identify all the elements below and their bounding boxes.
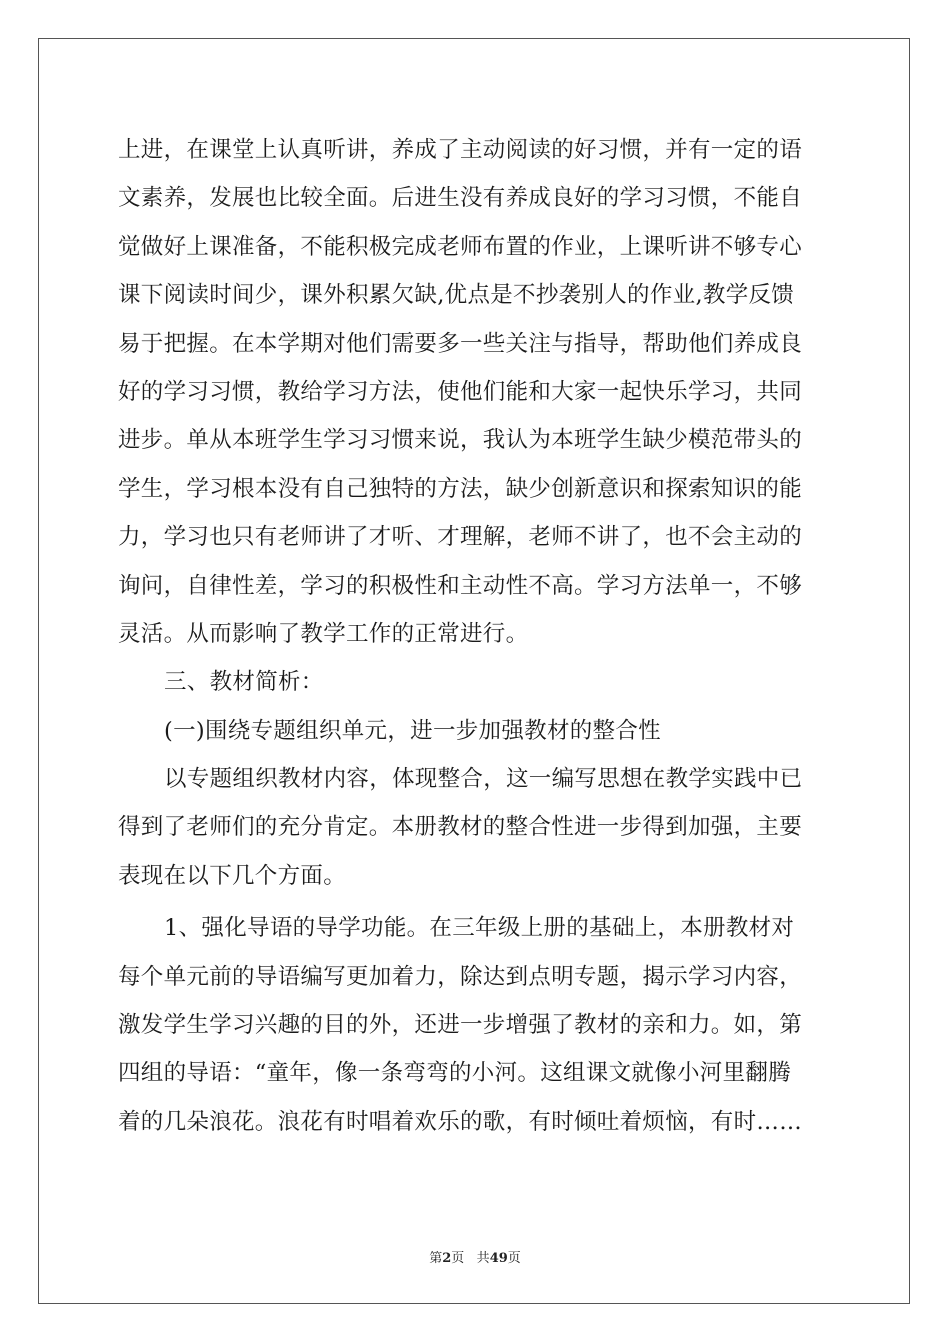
text-line: 觉做好上课准备，不能积极完成老师布置的作业，上课听讲不够专心 — [118, 233, 803, 260]
page-label-suffix: 页 — [451, 1251, 465, 1266]
text-line: 课下阅读时间少，课外积累欠缺,优点是不抄袭别人的作业,教学反馈 — [118, 282, 795, 309]
page-footer — [0, 1247, 950, 1266]
total-label-suffix: 页 — [507, 1251, 521, 1266]
text-line: 力，学习也只有老师讲了才听、才理解，老师不讲了，也不会主动的 — [118, 524, 803, 551]
page-label-prefix: 第 — [429, 1251, 443, 1266]
text-line: 灵活。从而影响了教学工作的正常进行。 — [118, 620, 529, 647]
text-line: 激发学生学习兴趣的目的外，还进一步增强了教材的亲和力。如，第 — [118, 1012, 803, 1039]
text-line: 学生，学习根本没有自己独特的方法，缺少创新意识和探索知识的能 — [118, 475, 803, 502]
text-line: 1、强化导语的导学功能。在三年级上册的基础上，本册教材对 — [164, 915, 795, 942]
text-line: 表现在以下几个方面。 — [118, 862, 347, 889]
text-line: 询问，自律性差，学习的积极性和主动性不高。学习方法单一，不够 — [118, 572, 803, 599]
total-label-prefix: 共 — [476, 1251, 490, 1266]
text-line: 四组的导语：“童年，像一条弯弯的小河。这组课文就像小河里翻腾 — [118, 1060, 792, 1087]
text-line: 上进，在课堂上认真听讲，养成了主动阅读的好习惯，并有一定的语 — [118, 137, 803, 163]
text-line: 进步。单从本班学生学习习惯来说，我认为本班学生缺少模范带头的 — [118, 427, 803, 454]
text-line: 每个单元前的导语编写更加着力，除达到点明专题，揭示学习内容， — [118, 963, 803, 990]
text-line: 得到了老师们的充分肯定。本册教材的整合性进一步得到加强，主要 — [118, 814, 803, 841]
text-line: 好的学习习惯，教给学习方法，使他们能和大家一起快乐学习，共同 — [118, 378, 803, 405]
document-body — [118, 126, 834, 1146]
section-heading: 三、教材简析： — [164, 669, 324, 696]
text-line: 文素养，发展也比较全面。后进生没有养成良好的学习习惯，不能自 — [118, 185, 803, 212]
text-line: 易于把握。在本学期对他们需要多一些关注与指导，帮助他们养成良 — [118, 330, 803, 357]
total-pages: 49 — [489, 1251, 508, 1266]
text-line: 以专题组织教材内容，体现整合，这一编写思想在教学实践中已 — [164, 766, 803, 793]
text-line: 着的几朵浪花。浪花有时唱着欢乐的歌，有时倾吐着烦恼，有时…… — [118, 1108, 803, 1135]
subsection-heading: (一)围绕专题组织单元，进一步加强教材的整合性 — [164, 717, 661, 744]
page-number: 2 — [442, 1251, 452, 1266]
